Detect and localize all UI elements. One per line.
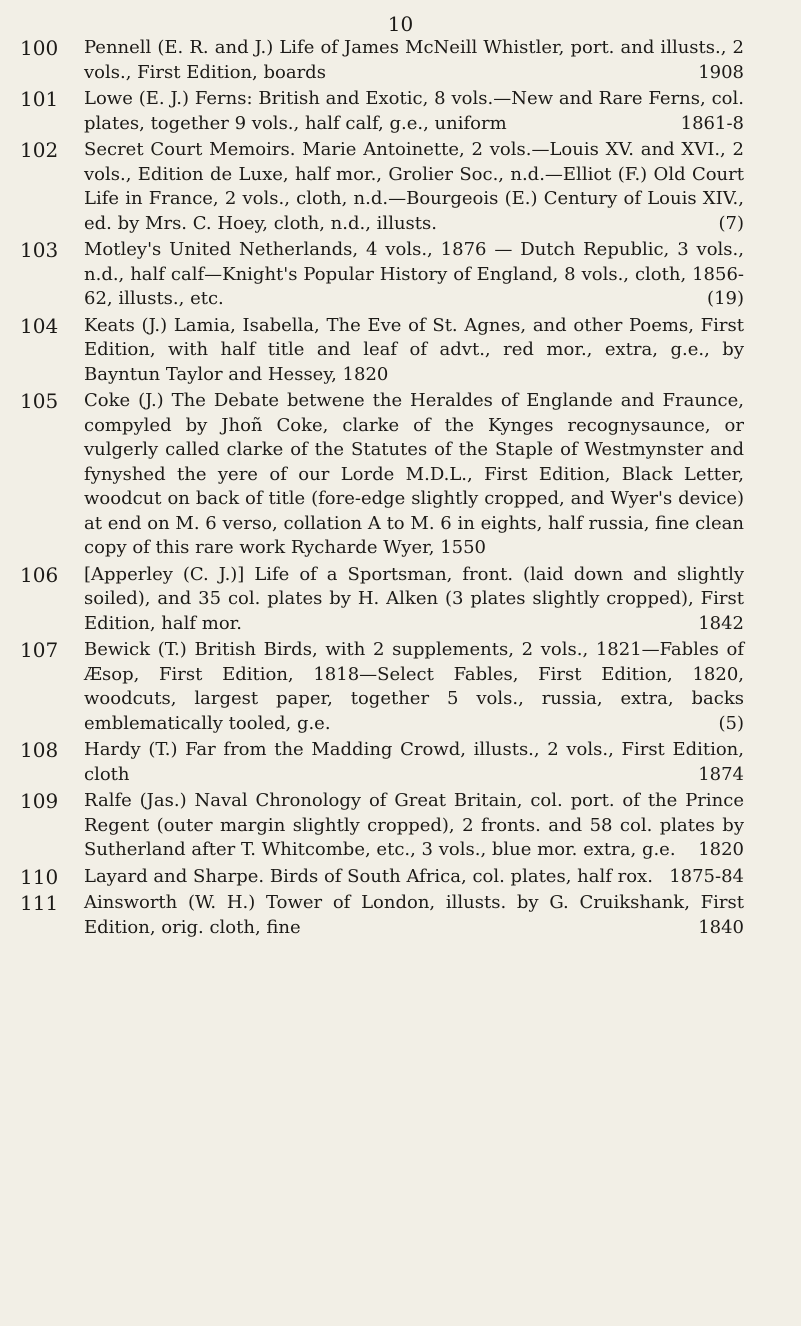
page-number: 10	[387, 12, 414, 36]
catalogue-entries	[0, 36, 801, 942]
lot-text: Lowe (E. J.) Ferns: British and Exotic, 8 vols.—New and Rare Ferns, col. plates, together 9 vols., half calf, g.e., uniform	[84, 88, 744, 134]
lot-number: 110	[20, 864, 59, 889]
lot-date: 1820	[698, 839, 744, 860]
catalogue-entry	[0, 789, 801, 863]
lot-description	[82, 738, 744, 787]
catalogue-entry	[0, 891, 801, 940]
lot-date: 1861-8	[680, 112, 744, 134]
lot-text: Pennell (E. R. and J.) Life of James McNeill Whistler, port. and illusts., 2 vols., First Edition, boards	[84, 37, 744, 83]
lot-count: (5)	[718, 712, 744, 734]
lot-text: Ainsworth (W. H.) Tower of London, illusts. by G. Cruikshank, First Edition, orig. cloth, fine	[84, 892, 744, 938]
lot-date: 1840	[698, 916, 744, 938]
catalogue-entry	[0, 138, 801, 236]
catalogue-entry	[0, 238, 801, 312]
lot-description	[82, 87, 744, 136]
lot-description	[82, 789, 744, 863]
lot-text: Keats (J.) Lamia, Isabella, The Eve of St. Agnes, and other Poems, First Edition, with half title and leaf of advt., red mor., extra, g.e., by Bayntun Taylor and Hessey, 1820	[84, 314, 744, 385]
catalogue-entry	[0, 563, 801, 637]
lot-description	[82, 563, 744, 637]
catalogue-entry	[0, 36, 801, 85]
catalogue-entry	[0, 865, 801, 890]
lot-description	[82, 138, 744, 236]
lot-number: 105	[20, 389, 59, 413]
lot-date: 1874	[698, 763, 744, 785]
lot-count: (7)	[718, 212, 744, 234]
lot-text: Secret Court Memoirs. Marie Antoinette, 2 vols.—Louis XV. and XVI., 2 vols., Edition de Luxe, half mor., Grolier Soc., n.d.—Elliot (F.) Old Court Life in France, 2 vols., cloth, n.d.—Bourgeois (E.) Century of Louis XIV., ed. by Mrs. C. Hoey, cloth, n.d., illusts.	[84, 139, 744, 234]
lot-date: 1908	[698, 61, 744, 83]
lot-text: Hardy (T.) Far from the Madding Crowd, illusts., 2 vols., First Edition, cloth	[84, 739, 744, 785]
lot-number: 102	[20, 138, 59, 162]
lot-text: Bewick (T.) British Birds, with 2 supplements, 2 vols., 1821—Fables of Æsop, First Edition, 1818—Select Fables, First Edition, 1820, woodcuts, largest paper, together 5 vols., russia, extra, backs emblematically tooled, g.e.	[84, 639, 744, 734]
lot-description	[82, 865, 744, 890]
lot-number: 111	[20, 891, 59, 915]
lot-date: 1875-84	[669, 865, 744, 887]
lot-description	[82, 238, 744, 312]
lot-number: 104	[20, 313, 59, 338]
lot-count: (19)	[707, 288, 744, 309]
lot-number: 108	[20, 738, 59, 762]
lot-text: [Apperley (C. J.)] Life of a Sportsman, front. (laid down and slightly soiled), and 35 col. plates by H. Alken (3 plates slightly cropped), First Edition, half mor.	[84, 563, 744, 634]
catalogue-entry	[0, 638, 801, 736]
lot-text: Layard and Sharpe. Birds of South Africa, col. plates, half rox.	[84, 865, 653, 887]
catalogue-entry	[0, 314, 801, 388]
lot-description	[82, 36, 744, 85]
lot-text: Motley's United Netherlands, 4 vols., 1876 — Dutch Republic, 3 vols., n.d., half calf—Knight's Popular History of England, 8 vols., cloth, 1856-62, illusts., etc.	[84, 239, 744, 309]
catalogue-entry	[0, 738, 801, 787]
lot-number: 100	[20, 36, 59, 60]
lot-number: 106	[20, 562, 59, 587]
lot-description	[82, 314, 744, 388]
catalogue-entry	[0, 389, 801, 561]
lot-description	[82, 389, 744, 561]
lot-description	[82, 638, 744, 736]
catalogue-entry	[0, 87, 801, 136]
lot-number: 101	[20, 87, 59, 111]
lot-text: Ralfe (Jas.) Naval Chronology of Great Britain, col. port. of the Prince Regent (outer margin slightly cropped), 2 fronts. and 58 col. plates by Sutherland after T. Whitcombe, etc., 3 vols., blue mor. extra, g.e.	[84, 790, 744, 860]
lot-date: 1842	[698, 612, 744, 634]
lot-text: Coke (J.) The Debate betwene the Heraldes of Englande and Fraunce, compyled by Jhoñ Coke, clarke of the Kynges recognysaunce, or vulgerly called clarke of the Statutes of the Staple of Westmynster and fynyshed the yere of our Lorde M.D.L., First Edition, Black Letter, woodcut on back of title (fore-edge slightly cropped, and Wyer's device) at end on M. 6 verso, collation A to M. 6 in eights, half russia, fine clean copy of this rare work Rycharde Wyer, 1550	[84, 390, 744, 558]
lot-number: 103	[20, 238, 59, 262]
lot-number: 109	[20, 789, 59, 813]
lot-number: 107	[20, 638, 59, 662]
lot-description	[82, 891, 744, 940]
